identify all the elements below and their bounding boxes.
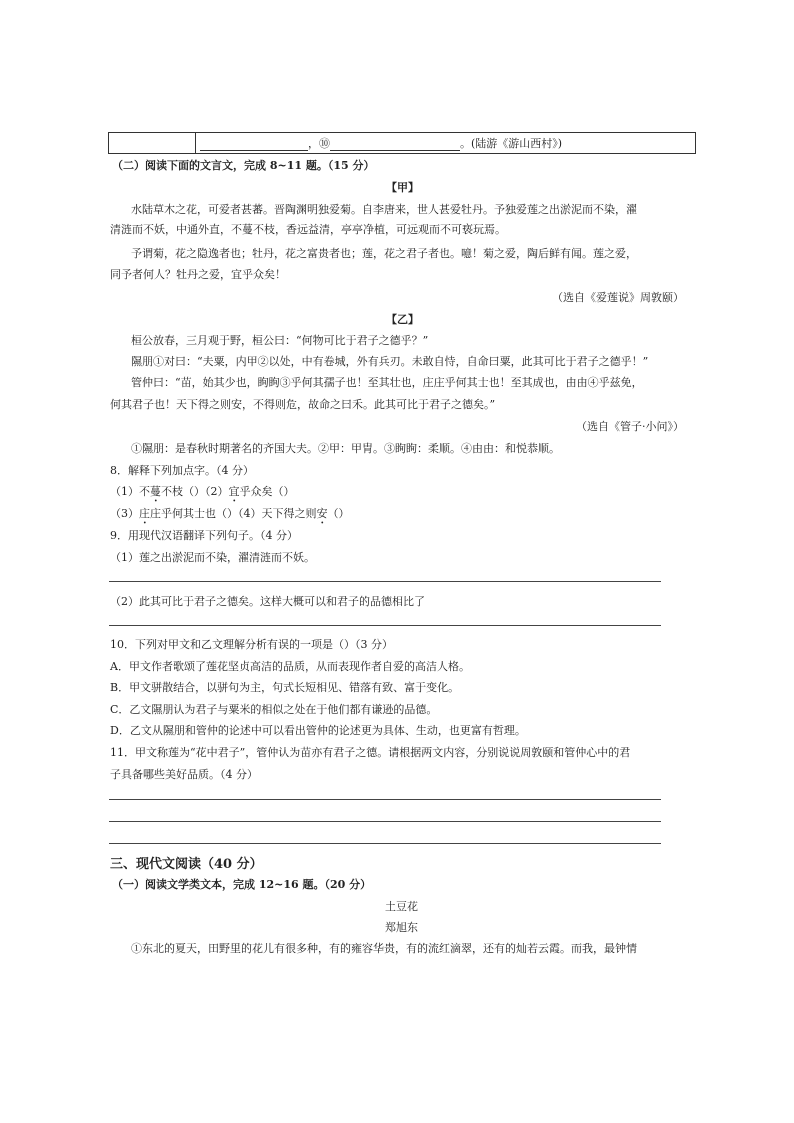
separator: ， bbox=[308, 137, 319, 150]
poem-source: 。(陆游《游山西村》) bbox=[460, 137, 563, 150]
jia-p1-line1: 水陆草木之花，可爱者甚蕃。晋陶渊明独爱菊。自李唐来，世人甚爱牡丹。予独爱莲之出淤泥而不染，濯 bbox=[131, 203, 637, 216]
yi-source: （选自《管子·小问》） bbox=[576, 420, 684, 433]
q11-line2: 子具备哪些美好品质。（4 分） bbox=[110, 768, 258, 781]
jia-p2-line2: 同予者何人？牡丹之爱，宜乎众矣！ bbox=[110, 268, 286, 281]
jia-p2-line1: 予谓菊，花之隐逸者也；牡丹，花之富贵者也；莲，花之君子者也。噫！菊之爱，陶后鲜有闻。莲之爱， bbox=[131, 247, 637, 260]
q9-title: 9．用现代汉语翻译下列句子。（4 分） bbox=[110, 529, 298, 542]
circled-ten: ⑩ bbox=[319, 137, 330, 150]
answer-blank-9[interactable] bbox=[200, 150, 308, 151]
section3-heading: 三、现代文阅读（40 分） bbox=[110, 857, 263, 872]
jia-title: 【甲】 bbox=[386, 181, 419, 194]
jia-source: （选自《爱莲说》周敦颐） bbox=[552, 291, 684, 304]
q8-line1: （1）不蔓不枝（）（2）宜乎众矣（） bbox=[110, 485, 295, 498]
q11-answer-line-1[interactable] bbox=[109, 799, 661, 800]
section2-heading: （二）阅读下面的文言文，完成 8~11 题。（15 分） bbox=[112, 159, 375, 172]
q9-answer-line-2[interactable] bbox=[109, 625, 661, 626]
q10-title: 10．下列对甲文和乙文理解分析有误的一项是（）（3 分） bbox=[110, 638, 393, 651]
yi-p1: 桓公放春，三月观于野，桓公曰：“何物可比于君子之德乎？” bbox=[131, 334, 429, 347]
q10-option-c: C．乙文隰朋认为君子与粟米的相似之处在于他们都有谦逊的品德。 bbox=[110, 703, 438, 716]
article-author: 郑旭东 bbox=[385, 921, 418, 934]
q11-answer-line-3[interactable] bbox=[109, 843, 661, 844]
q10-option-b: B．甲文骈散结合，以骈句为主，句式长短相见、错落有致、富于变化。 bbox=[110, 681, 460, 694]
q8-title: 8．解释下列加点字。（4 分） bbox=[110, 464, 254, 477]
yi-p3-line2: 何其君子也！天下得之则安，不得则危，故命之曰禾。此其可比于君子之德矣。” bbox=[110, 398, 496, 411]
article-title: 土豆花 bbox=[385, 900, 418, 913]
annotations: ①隰朋：是春秋时期著名的齐国大夫。②甲：甲胄。③眴眴：柔顺。④由由：和悦恭顺。 bbox=[131, 442, 560, 455]
q8-line2: （3）庄庄乎何其士也（）（4）天下得之则安（） bbox=[110, 507, 350, 520]
top-answer-table bbox=[108, 132, 696, 154]
yi-p2: 隰朋①对曰：“夫粟，内甲②以处，中有卷城，外有兵刃。未敢自恃，自命曰粟，此其可比于君子之德乎！” bbox=[131, 355, 649, 368]
table-empty-cell bbox=[109, 133, 196, 154]
q11-line1: 11．甲文称莲为“花中君子”，管仲认为苗亦有君子之德。请根据两文内容，分别说说周敦颐和管仲心中的君 bbox=[110, 746, 631, 759]
section3-subheading: （一）阅读文学类文本，完成 12~16 题。（20 分） bbox=[112, 878, 372, 891]
yi-title: 【乙】 bbox=[386, 313, 419, 326]
yi-p3-line1: 管仲曰：“苗，始其少也，眴眴③乎何其孺子也！至其壮也，庄庄乎何其士也！至其成也，由由④乎兹免， bbox=[131, 376, 643, 389]
jia-p1-line2: 清涟而不妖，中通外直，不蔓不枝，香远益清，亭亭净植，可远观而不可亵玩焉。 bbox=[110, 223, 506, 236]
answer-blank-10[interactable] bbox=[330, 150, 460, 151]
article-p1: ①东北的夏天，田野里的花儿有很多种，有的雍容华贵，有的流红滴翠，还有的灿若云霞。而我，最钟情 bbox=[131, 942, 637, 955]
q10-option-a: A．甲文作者歌颂了莲花坚贞高洁的品质，从而表现作者自爱的高洁人格。 bbox=[110, 660, 470, 673]
q10-option-d: D．乙文从隰朋和管仲的论述中可以看出管仲的论述更为具体、生动，也更富有哲理。 bbox=[110, 724, 526, 737]
q9-sentence1: （1）莲之出淤泥而不染，濯清涟而不妖。 bbox=[110, 551, 315, 564]
q9-sentence2: （2）此其可比于君子之德矣。这样大概可以和君子的品德相比了 bbox=[110, 595, 425, 608]
table-answer-cell bbox=[196, 133, 696, 154]
q11-answer-line-2[interactable] bbox=[109, 821, 661, 822]
q9-answer-line-1[interactable] bbox=[109, 581, 661, 582]
